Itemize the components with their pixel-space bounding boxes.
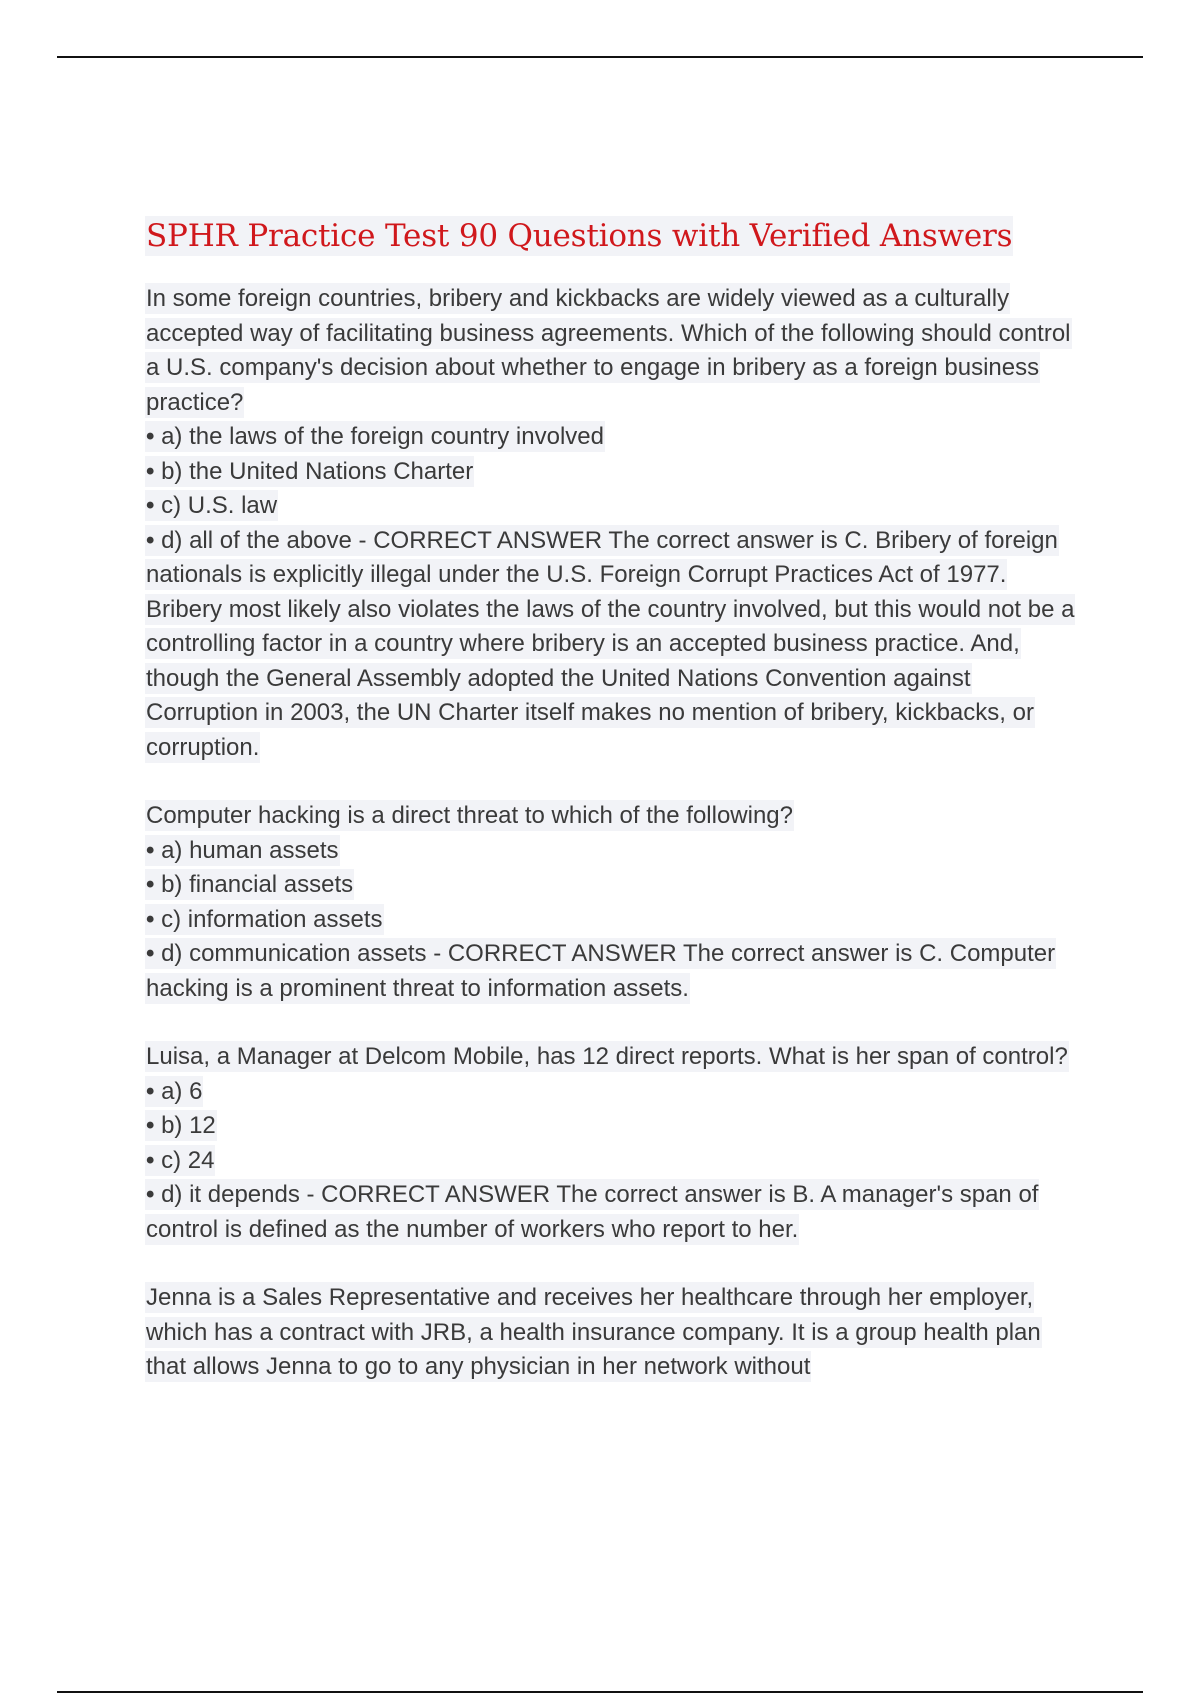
header-rule (57, 56, 1143, 58)
page-title: SPHR Practice Test 90 Questions with Verified Answers (146, 218, 1013, 254)
question-2 (145, 799, 1085, 1006)
question-1 (145, 282, 1085, 765)
option-b: • b) financial assets (146, 871, 354, 898)
question-stem: Luisa, a Manager at Delcom Mobile, has 12 direct reports. What is her span of control? (146, 1043, 1068, 1070)
question-3 (145, 1040, 1085, 1247)
option-a: • a) the laws of the foreign country involved (146, 423, 604, 450)
document-body (145, 212, 1085, 1419)
option-d-answer: • d) communication assets - CORRECT ANSWER The correct answer is C. Computer hacking is a prominent threat to information assets. (146, 940, 1056, 1002)
option-c: • c) U.S. law (146, 492, 278, 519)
option-d-answer: • d) it depends - CORRECT ANSWER The correct answer is B. A manager's span of control is defined as the number of workers who report to her. (146, 1181, 1039, 1243)
option-b: • b) the United Nations Charter (146, 457, 474, 485)
question-stem: Jenna is a Sales Representative and receives her healthcare through her employer, which has a contract with JRB, a health insurance company. It is a group health plan that allows Jenna to go to any physician in her network without (146, 1284, 1041, 1380)
question-4 (145, 1281, 1085, 1385)
option-a: • a) human assets (146, 836, 339, 864)
option-b: • b) 12 (146, 1112, 216, 1139)
footer-rule (57, 1691, 1143, 1693)
question-stem: Computer hacking is a direct threat to which of the following? (146, 802, 794, 829)
option-c: • c) information assets (146, 905, 383, 933)
option-a: • a) 6 (146, 1077, 203, 1105)
option-d-answer: • d) all of the above - CORRECT ANSWER The correct answer is C. Bribery of foreign nationals is explicitly illegal under the U.S. Foreign Corrupt Practices Act of 1977. Bribery most likely also violates the laws of the country involved, but this would not be a controlling factor in a country where bribery is an accepted business practice. And, though the General Assembly adopted the United Nations Convention against Corruption in 2003, the UN Charter itself makes no mention of bribery, kickbacks, or corruption. (146, 526, 1075, 761)
option-c: • c) 24 (146, 1146, 215, 1174)
question-stem: In some foreign countries, bribery and kickbacks are widely viewed as a culturally accepted way of facilitating business agreements. Which of the following should control a U.S. company's decision about whether to engage in bribery as a foreign business practice? (146, 285, 1071, 416)
